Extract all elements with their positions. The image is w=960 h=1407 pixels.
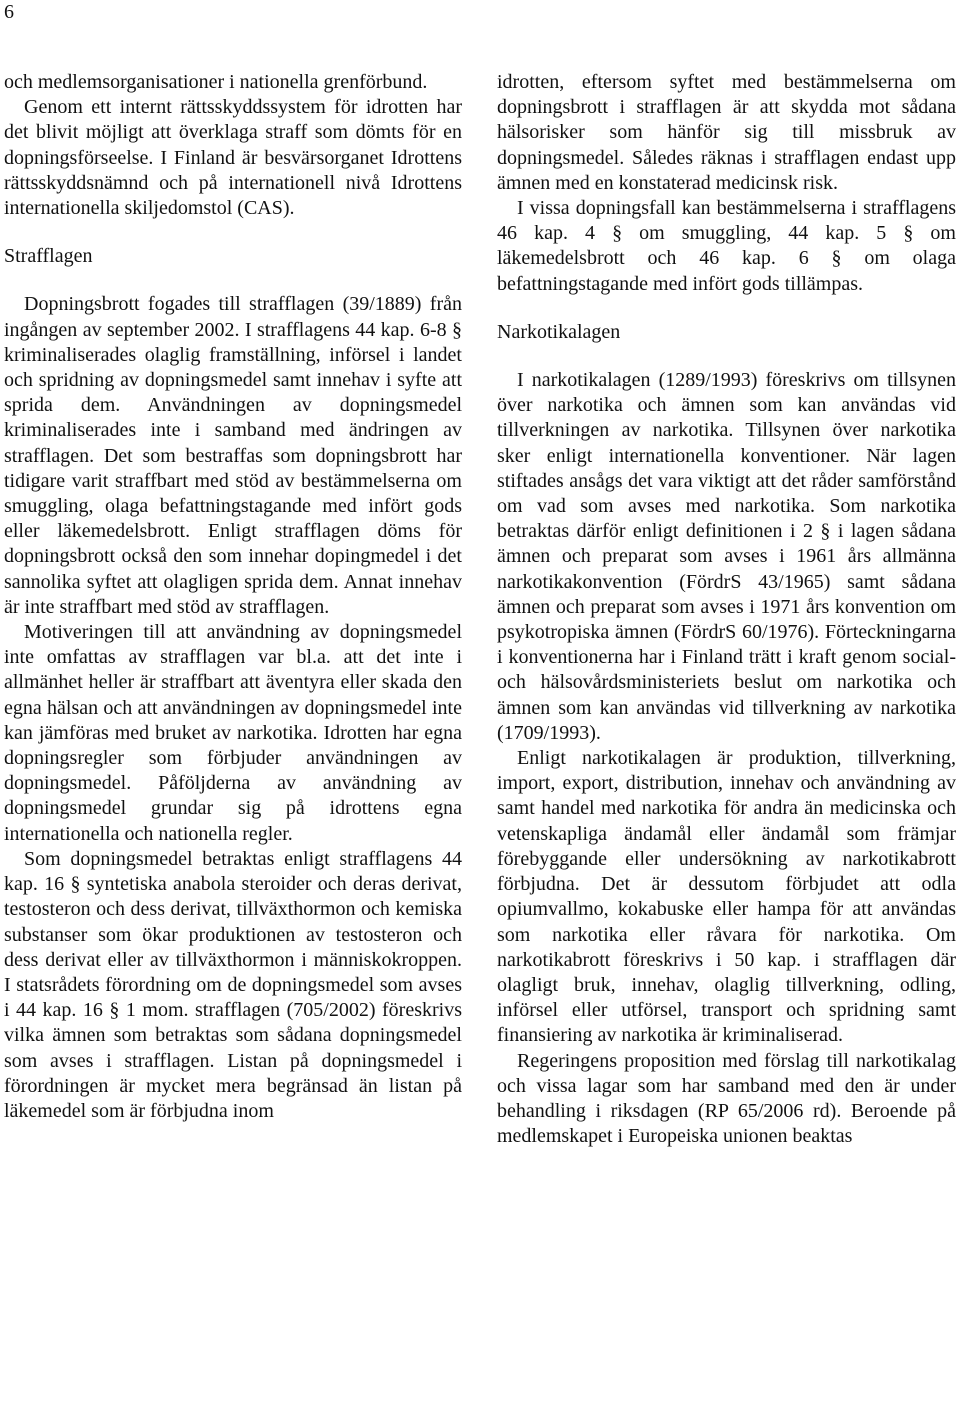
left-column [4,70,462,1124]
paragraph: I narkotikalagen (1289/1993) föreskrivs om tillsynen över narkotika och ämnen som kan användas vid tillverkningen av narkotika. Tillsynen över narkotika sker enligt internationella konventioner. När lagen stiftades ansågs det vara viktigt att det råder samförstånd om vad som avses med narkotika. Som narkotika betraktas därför enligt definitionen i 2 § i lagen sådana ämnen och preparat som avses i 1961 års allmänna narkotikakonvention (FördrS 43/1965) samt sådana ämnen och preparat som avses i 1971 års konvention om psykotropiska ämnen (FördrS 60/1976). Förteckningarna i konventionerna har i Finland trätt i kraft genom social- och hälsovårdsministeriets beslut om narkotika och ämnen som kan användas vid tillverkning av narkotika (1709/1993). [497,369,956,744]
paragraph: Som dopningsmedel betraktas enligt strafflagens 44 kap. 16 § syntetiska anabola steroider och deras derivat, testosteron och dess derivat, tillväxthormon och kemiska substanser som ökar produktionen av testosteron och dess derivat eller av tillväxthormon i människokroppen. I statsrådets förordning om de dopningsmedel som avses i 44 kap. 16 § 1 mom. strafflagen (705/2002) föreskrivs vilka ämnen som betraktas som sådana dopningsmedel som avses i strafflagen. Listan på dopningsmedel i förordningen är mycket mera begränsad än listan på läkemedel som är förbjudna inom [4,847,462,1122]
paragraph: Regeringens proposition med förslag till narkotikalag och vissa lagar som har samband med den är under behandling i riksdagen (RP 65/2006 rd). Beroende på medlemskapet i Europeiska unionen beaktas [497,1049,956,1148]
paragraph: Motiveringen till att användning av dopningsmedel inte omfattas av strafflagen var bl.a. att det inte i allmänhet heller är straffbart att äventyra eller skada den egna hälsan och att användningen av dopningsmedel inte kan jämföras med bruket av narkotika. Idrotten har egna dopningsregler som förbjuder användningen av dopningsmedel. Påföljderna av användning av dopningsmedel grundar sig på idrottens egna internationella och nationella regler. [4,621,462,845]
paragraph: Dopningsbrott fogades till strafflagen (39/1889) från ingången av september 2002. I strafflagens 44 kap. 6-8 § kriminaliserades olaglig framställning, införsel i landet och spridning av dopningsmedel samt innehav i syfte att sprida dem. Användningen av dopningsmedel kriminaliserades inte i samband med ändringen av strafflagen. Det som bestraffas som dopningsbrott har tidigare varit straffbart med stöd av bestämmelserna om smuggling, olaga befattningstagande med infört gods eller läkemedelsbrott. Enligt strafflagen döms för dopningsbrott också den som innehar dopingmedel i det sannolika syftet att olagligen sprida dem. Annat innehav är inte straffbart med stöd av strafflagen. [4,293,462,618]
section-heading-strafflagen: Strafflagen [4,245,93,268]
page-number: 6 [4,1,14,23]
paragraph: idrotten, eftersom syftet med bestämmelserna om dopningsbrott i strafflagen är att skydda mot sådana hälsorisker som hänför sig till missbruk av dopningsmedel. Således räknas i strafflagen endast upp ämnen med en konstaterad medicinsk risk. [497,71,956,194]
paragraph: Genom ett internt rättsskyddssystem för idrotten har det blivit möjligt att överklaga straff som dömts för en dopningsförseelse. I Finland är besvärsorganet Idrottens rättsskyddsnämnd och på internationell nivå Idrottens internationella skiljedomstol (CAS). [4,96,462,220]
right-column [497,70,956,1149]
paragraph: Enligt narkotikalagen är produktion, tillverkning, import, export, distribution, innehav och användning av samt handel med narkotika för andra än medicinska och vetenskapliga ändamål eller ändamål som främjar förebyggande eller undersökning av narkotikabrott förbjudna. Det är dessutom förbjudet att odla opiumvallmo, kokabuske eller hampa för att användas som narkotika eller råvara för narkotika. Om narkotikabrott föreskrivs i 50 kap. i strafflagen där olagligt bruk, innehav, olaglig tillverkning, odling, införsel eller utförsel, transport och spridning samt finansiering av narkotika är kriminaliserad. [497,747,956,1047]
section-heading-narkotikalagen: Narkotikalagen [497,320,621,343]
paragraph: och medlemsorganisationer i nationella grenförbund. [4,71,428,93]
paragraph: I vissa dopningsfall kan bestämmelserna i strafflagens 46 kap. 4 § om smuggling, 44 kap. 5 § om läkemedelsbrott och 46 kap. 6 § om olaga befattningstagande med infört gods tillämpas. [497,197,956,295]
